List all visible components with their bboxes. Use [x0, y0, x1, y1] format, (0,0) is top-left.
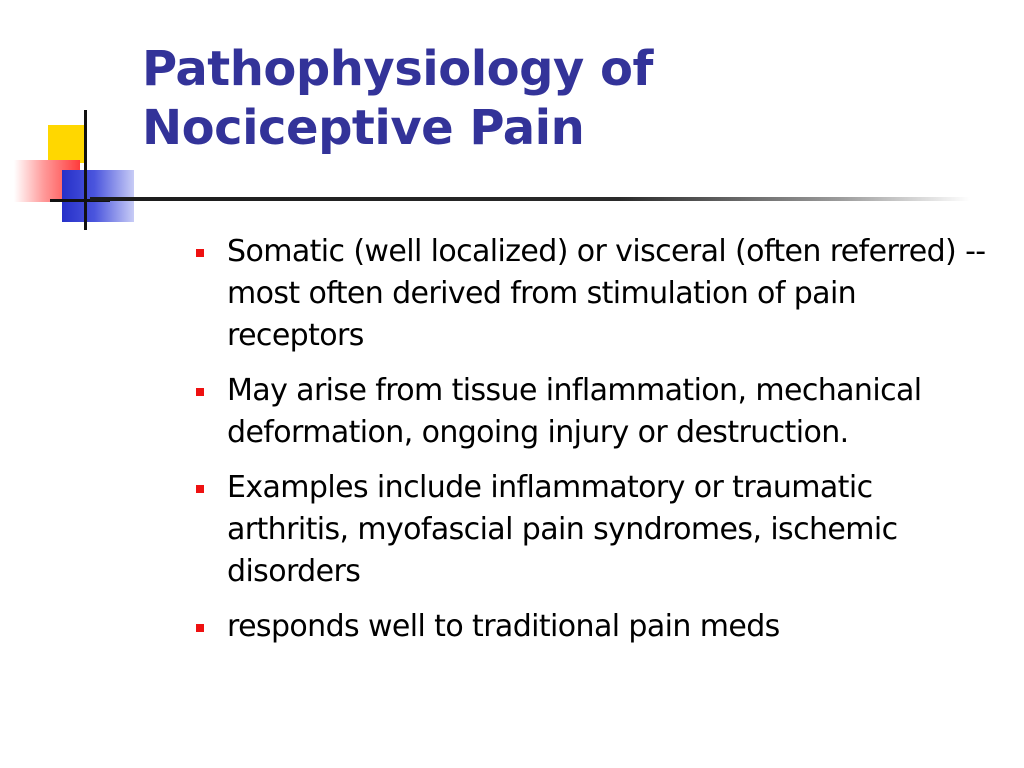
- slide-title-line-2: Nociceptive Pain: [142, 100, 585, 156]
- bullet-item: [196, 606, 996, 648]
- bullet-list: [196, 231, 996, 661]
- bullet-item: [196, 370, 996, 454]
- bullet-item: [196, 231, 996, 357]
- blue-square-decoration: [62, 170, 134, 222]
- bullet-text: Somatic (well localized) or visceral (often referred) -- most often derived from stimulation of pain receptors: [227, 234, 986, 353]
- title-underline-rule: [90, 197, 970, 201]
- vertical-line-decoration: [84, 110, 87, 230]
- slide-title: [142, 40, 1002, 158]
- square-bullet-icon: [196, 485, 204, 493]
- square-bullet-icon: [196, 249, 204, 257]
- bullet-text: May arise from tissue inflammation, mechanical deformation, ongoing injury or destruction.: [227, 373, 922, 450]
- yellow-square-decoration: [48, 125, 86, 163]
- square-bullet-icon: [196, 388, 204, 396]
- bullet-item: [196, 467, 996, 593]
- square-bullet-icon: [196, 624, 204, 632]
- bullet-text: Examples include inflammatory or traumatic arthritis, myofascial pain syndromes, ischemic disorders: [227, 470, 898, 589]
- slide-title-line-1: Pathophysiology of: [142, 41, 653, 97]
- bullet-text: responds well to traditional pain meds: [227, 609, 780, 644]
